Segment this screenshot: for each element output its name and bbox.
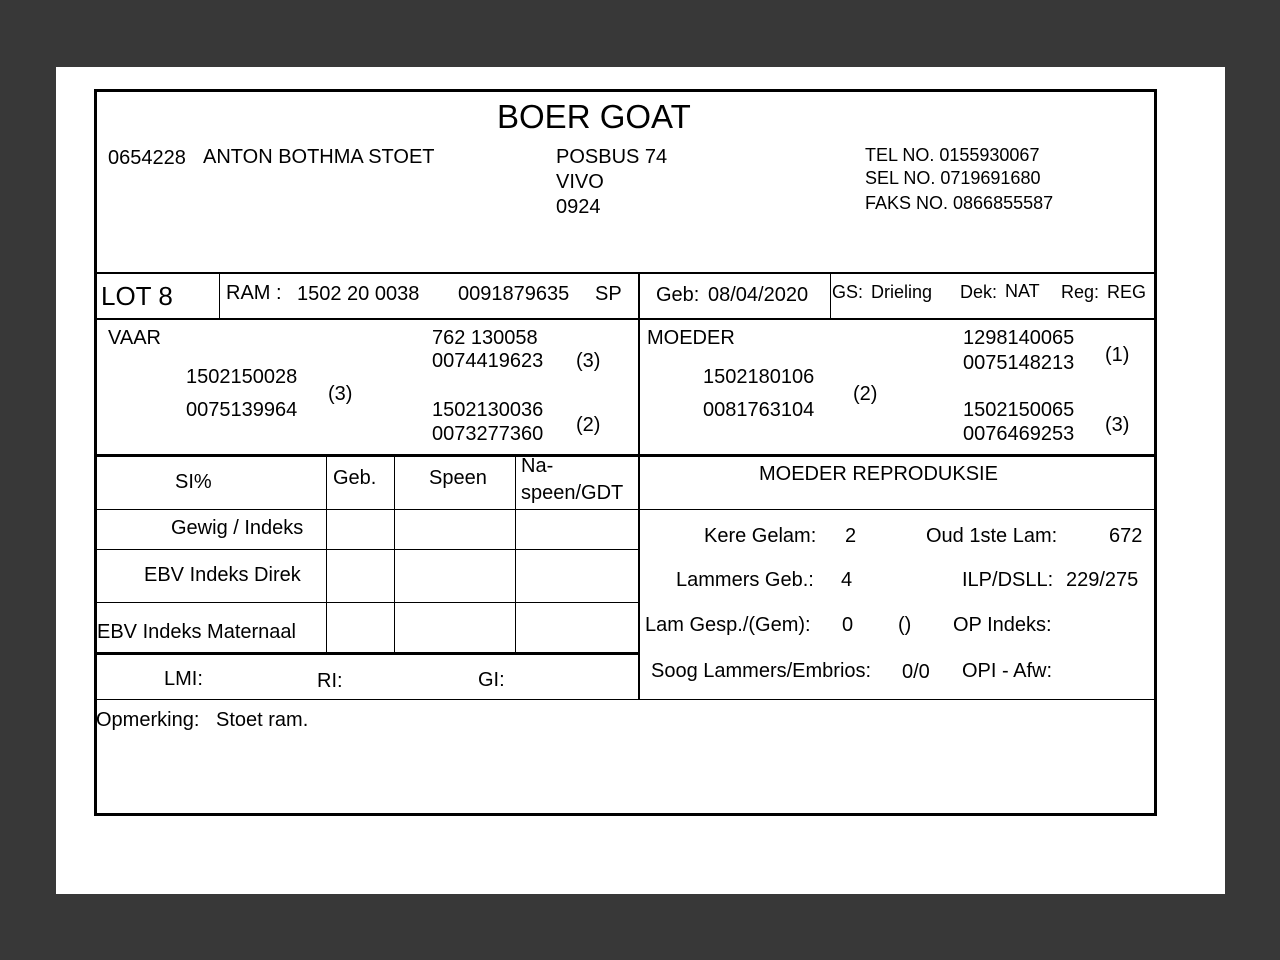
perf-col-naspeen-1: Na- — [521, 455, 554, 477]
sire-label: VAAR — [108, 327, 161, 349]
catalogue-card-sheet — [56, 67, 1225, 894]
rule-perf-col3 — [515, 457, 516, 653]
gi-label: GI: — [478, 669, 505, 691]
rule-perf-bottom — [96, 652, 639, 655]
perf-col-speen: Speen — [429, 467, 487, 489]
rule-center-divider — [638, 273, 640, 700]
reg-value: REG — [1107, 282, 1147, 302]
oud-label: Oud 1ste Lam: — [926, 525, 1058, 547]
breeder-name: ANTON BOTHMA STOET — [203, 146, 435, 168]
rule-pedigree-bottom — [96, 454, 1154, 457]
lam-gesp-value: 0 — [842, 614, 854, 636]
lam-gem-value: () — [898, 614, 912, 636]
sire-sire-id: 762 130058 — [432, 327, 538, 349]
dam-number: 0081763104 — [703, 399, 815, 421]
rule-perf-col1 — [326, 457, 327, 653]
perf-row-label: Gewig / Indeks — [171, 517, 304, 539]
perf-col-geb: Geb. — [333, 467, 377, 489]
sire-number: 0075139964 — [186, 399, 298, 421]
sire-dam-id: 1502130036 — [432, 399, 544, 421]
remark-label: Opmerking: — [96, 709, 200, 731]
opi-afw-label: OPI - Afw: — [962, 660, 1053, 682]
address-line-1: POSBUS 74 — [556, 146, 668, 168]
dam-grade: (2) — [853, 383, 878, 405]
ram-label: RAM : — [226, 282, 282, 304]
rule-lot-divider — [219, 273, 220, 319]
soog-value: 0/0 — [902, 661, 930, 683]
dam-sire-grade: (1) — [1105, 344, 1130, 366]
dam-label: MOEDER — [647, 327, 735, 349]
kere-gelam-label: Kere Gelam: — [704, 525, 817, 547]
ram-type: SP — [595, 283, 622, 305]
breeder-code: 0654228 — [108, 147, 186, 169]
dek-value: NAT — [1005, 281, 1040, 301]
sire-dam-number: 0073277360 — [432, 423, 544, 445]
rule-geb-divider — [830, 273, 831, 319]
rule-perf-col2 — [394, 457, 395, 653]
perf-row-label: EBV Indeks Direk — [144, 564, 301, 586]
perf-col-naspeen-2: speen/GDT — [521, 482, 624, 504]
ilp-label: ILP/DSLL: — [962, 569, 1054, 591]
rule-perf-row1 — [96, 549, 639, 550]
dam-dam-grade: (3) — [1105, 414, 1130, 436]
gs-value: Drieling — [871, 282, 933, 302]
address-line-2: VIVO — [556, 171, 604, 193]
oud-value: 672 — [1109, 525, 1143, 547]
lmi-label: LMI: — [164, 668, 203, 690]
rule-lot-bottom — [96, 318, 1154, 320]
lam-gesp-label: Lam Gesp./(Gem): — [645, 614, 811, 636]
op-indeks-label: OP Indeks: — [953, 614, 1052, 636]
repro-title: MOEDER REPRODUKSIE — [759, 463, 998, 485]
ri-label: RI: — [317, 670, 343, 692]
dam-sire-number: 0075148213 — [963, 352, 1075, 374]
dam-id: 1502180106 — [703, 366, 815, 388]
sel-number: SEL NO. 0719691680 — [865, 168, 1041, 188]
reg-label: Reg: — [1061, 282, 1100, 302]
faks-number: FAKS NO. 0866855587 — [865, 193, 1054, 213]
rule-perf-row2 — [96, 602, 639, 603]
lot-number: LOT 8 — [101, 281, 173, 311]
sire-sire-number: 0074419623 — [432, 350, 544, 372]
kere-gelam-value: 2 — [845, 525, 857, 547]
lammers-value: 4 — [841, 569, 853, 591]
geb-value: 08/04/2020 — [708, 284, 809, 306]
sire-dam-grade: (2) — [576, 414, 601, 436]
geb-label: Geb: — [656, 284, 700, 306]
ram-number: 0091879635 — [458, 283, 570, 305]
rule-header-bottom — [96, 272, 1154, 274]
perf-row-label: EBV Indeks Maternaal — [97, 621, 296, 643]
sire-id: 1502150028 — [186, 366, 298, 388]
sire-grade: (3) — [328, 383, 353, 405]
tel-number: TEL NO. 0155930067 — [865, 145, 1040, 165]
ilp-value: 229/275 — [1066, 569, 1139, 591]
perf-col-si: SI% — [175, 471, 212, 493]
ram-id: 1502 20 0038 — [297, 283, 420, 305]
remark-value: Stoet ram. — [216, 709, 309, 731]
card-title: BOER GOAT — [497, 98, 691, 135]
dam-sire-id: 1298140065 — [963, 327, 1075, 349]
rule-index-bottom — [96, 699, 1154, 700]
gs-label: GS: — [832, 282, 864, 302]
rule-perf-header — [96, 509, 1154, 510]
lammers-label: Lammers Geb.: — [676, 569, 814, 591]
soog-label: Soog Lammers/Embrios: — [651, 660, 872, 682]
sire-sire-grade: (3) — [576, 350, 601, 372]
dek-label: Dek: — [960, 282, 998, 302]
address-line-3: 0924 — [556, 196, 601, 218]
dam-dam-id: 1502150065 — [963, 399, 1075, 421]
dam-dam-number: 0076469253 — [963, 423, 1075, 445]
